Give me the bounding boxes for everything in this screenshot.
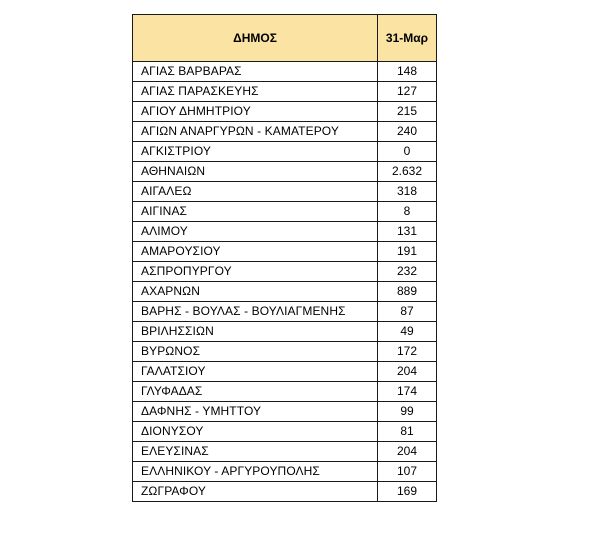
municipality-name: ΔΙΟΝΥΣΟΥ — [133, 422, 378, 442]
case-count: 87 — [378, 302, 437, 322]
table-row — [133, 162, 437, 182]
table-row — [133, 362, 437, 382]
municipality-name: ΔΑΦΝΗΣ - ΥΜΗΤΤΟΥ — [133, 402, 378, 422]
case-count: 99 — [378, 402, 437, 422]
case-count: 174 — [378, 382, 437, 402]
case-count: 107 — [378, 462, 437, 482]
case-count: 127 — [378, 82, 437, 102]
case-count: 0 — [378, 142, 437, 162]
municipality-table — [132, 14, 437, 502]
case-count: 81 — [378, 422, 437, 442]
municipality-name: ΕΛΕΥΣΙΝΑΣ — [133, 442, 378, 462]
case-count: 240 — [378, 122, 437, 142]
table-row — [133, 202, 437, 222]
municipality-name: ΑΙΓΙΝΑΣ — [133, 202, 378, 222]
case-count: 232 — [378, 262, 437, 282]
case-count: 191 — [378, 242, 437, 262]
municipality-name: ΖΩΓΡΑΦΟΥ — [133, 482, 378, 502]
municipality-name: ΑΜΑΡΟΥΣΙΟΥ — [133, 242, 378, 262]
table-row — [133, 222, 437, 242]
table-row — [133, 102, 437, 122]
municipality-name: ΑΓΙΑΣ ΒΑΡΒΑΡΑΣ — [133, 62, 378, 82]
table-row — [133, 422, 437, 442]
header-date: 31-Μαρ — [378, 15, 437, 62]
municipality-name: ΑΘΗΝΑΙΩΝ — [133, 162, 378, 182]
municipality-name: ΑΓΚΙΣΤΡΙΟΥ — [133, 142, 378, 162]
table-row — [133, 82, 437, 102]
municipality-name: ΒΑΡΗΣ - ΒΟΥΛΑΣ - ΒΟΥΛΙΑΓΜΕΝΗΣ — [133, 302, 378, 322]
case-count: 148 — [378, 62, 437, 82]
municipality-name: ΕΛΛΗΝΙΚΟΥ - ΑΡΓΥΡΟΥΠΟΛΗΣ — [133, 462, 378, 482]
municipality-name: ΓΛΥΦΑΔΑΣ — [133, 382, 378, 402]
table-row — [133, 242, 437, 262]
municipality-name: ΑΓΙΑΣ ΠΑΡΑΣΚΕΥΗΣ — [133, 82, 378, 102]
case-count: 2.632 — [378, 162, 437, 182]
table-body — [133, 62, 437, 502]
municipality-name: ΑΙΓΑΛΕΩ — [133, 182, 378, 202]
table-row — [133, 262, 437, 282]
header-municipality: ΔΗΜΟΣ — [133, 15, 378, 62]
municipality-name: ΑΛΙΜΟΥ — [133, 222, 378, 242]
municipality-name: ΑΣΠΡΟΠΥΡΓΟΥ — [133, 262, 378, 282]
header-row — [133, 15, 437, 62]
case-count: 8 — [378, 202, 437, 222]
table-row — [133, 342, 437, 362]
municipality-name: ΓΑΛΑΤΣΙΟΥ — [133, 362, 378, 382]
table-row — [133, 322, 437, 342]
case-count: 131 — [378, 222, 437, 242]
case-count: 318 — [378, 182, 437, 202]
municipality-name: ΒΡΙΛΗΣΣΙΩΝ — [133, 322, 378, 342]
case-count: 204 — [378, 362, 437, 382]
table-row — [133, 462, 437, 482]
table-header — [133, 15, 437, 62]
table-row — [133, 402, 437, 422]
case-count: 172 — [378, 342, 437, 362]
municipality-name: ΑΓΙΩΝ ΑΝΑΡΓΥΡΩΝ - ΚΑΜΑΤΕΡΟΥ — [133, 122, 378, 142]
table-row — [133, 302, 437, 322]
case-count: 889 — [378, 282, 437, 302]
case-count: 169 — [378, 482, 437, 502]
table-row — [133, 482, 437, 502]
municipality-name: ΒΥΡΩΝΟΣ — [133, 342, 378, 362]
table-row — [133, 122, 437, 142]
table-row — [133, 382, 437, 402]
table-row — [133, 142, 437, 162]
table-row — [133, 62, 437, 82]
table-row — [133, 282, 437, 302]
table-row — [133, 442, 437, 462]
case-count: 204 — [378, 442, 437, 462]
case-count: 49 — [378, 322, 437, 342]
table-row — [133, 182, 437, 202]
municipality-name: ΑΧΑΡΝΩΝ — [133, 282, 378, 302]
municipality-name: ΑΓΙΟΥ ΔΗΜΗΤΡΙΟΥ — [133, 102, 378, 122]
case-count: 215 — [378, 102, 437, 122]
